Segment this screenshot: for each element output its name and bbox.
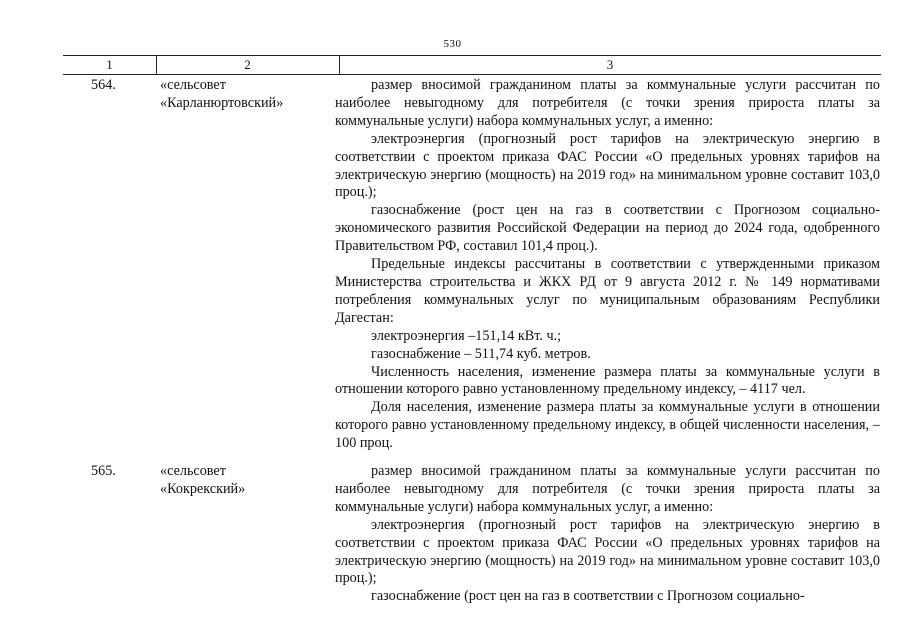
paragraph: электроэнергия (прогнозный рост тарифов на электрическую энергию в соответствии с проектом приказа ФАС России «О предельных уровнях тарифов на электрическую энергию (мощность) на 2019 год» на минимальном уровне составит 103,0 проц.);: [335, 516, 880, 587]
paragraph: электроэнергия (прогнозный рост тарифов на электрическую энергию в соответствии с проектом приказа ФАС России «О предельных уровнях тарифов на электрическую энергию (мощность) на 2019 год» на минимальном уровне составит 103,0 проц.);: [335, 130, 880, 201]
header-col-3: 3: [606, 57, 614, 72]
row-number: 564.: [91, 77, 116, 93]
paragraph: размер вносимой гражданином платы за коммунальные услуги рассчитан по наиболее невыгодному для потребителя (с точки зрения прироста платы за коммунальные услуги) набора коммунальных услуг, а именно:: [335, 463, 880, 515]
header-col-1: 1: [106, 57, 113, 72]
table-header-row: [63, 55, 881, 75]
paragraph: Предельные индексы рассчитаны в соответствии с утвержденными приказом Министерства строительства и ЖКХ РД от 9 августа 2012 г. № 149 нормативами потребления коммунальных услуг по муниципальным образованиям Республики Дагестан:: [335, 256, 880, 326]
paragraph: Доля населения, изменение размера платы за коммунальные услуги в отношении которого равно установленному предельному индексу, в общей численности населения, – 100 проц.: [335, 399, 880, 452]
municipality-name: [160, 77, 330, 113]
row-description: [335, 77, 880, 453]
document-table: [63, 55, 881, 605]
municipality-name-line: «сельсовет: [160, 463, 226, 479]
paragraph: газоснабжение – 511,74 куб. метров.: [371, 345, 591, 362]
municipality-name-line: «Карланюртовский»: [160, 94, 284, 111]
paragraph: электроэнергия –151,14 кВт. ч.;: [371, 327, 562, 344]
paragraph: газоснабжение (рост цен на газ в соответствии с Прогнозом социально-экономического развития Российской Федерации на период до 2024 года, одобренного Правительством РФ, составил 101,4 проц.).: [335, 202, 880, 255]
header-col-2: 2: [244, 57, 251, 72]
paragraph: Численность населения, изменение размера платы за коммунальные услуги в отношении которого равно установленному предельному индексу, – 4117 чел.: [335, 363, 880, 398]
row-description: [335, 463, 880, 606]
paragraph: размер вносимой гражданином платы за коммунальные услуги рассчитан по наиболее невыгодному для потребителя (с точки зрения прироста платы за коммунальные услуги) набора коммунальных услуг, а именно:: [335, 77, 880, 129]
municipality-name-line: «Кокрекский»: [160, 480, 246, 497]
municipality-name: [160, 463, 330, 499]
row-number: 565.: [91, 463, 116, 479]
page-number: 530: [443, 38, 462, 50]
paragraph: газоснабжение (рост цен на газ в соответствии с Прогнозом социально-: [371, 588, 805, 605]
municipality-name-line: «сельсовет: [160, 77, 226, 93]
